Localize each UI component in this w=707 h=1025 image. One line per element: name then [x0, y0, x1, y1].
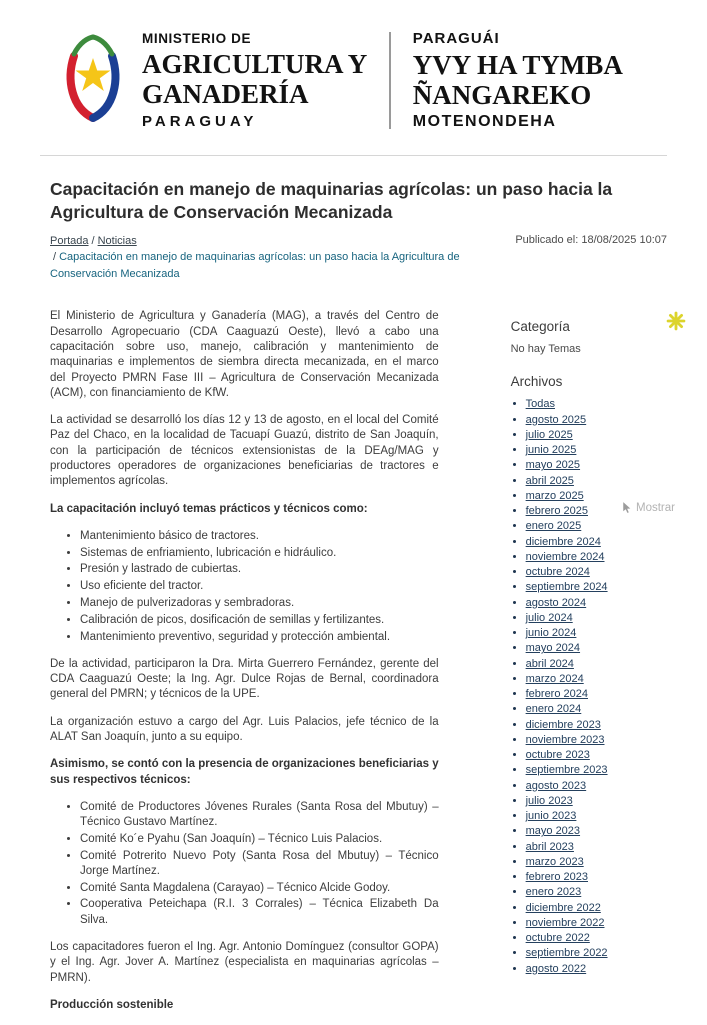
breadcrumb-portada-link[interactable]: Portada: [50, 234, 89, 247]
guarani-line-4: MOTENONDEHA: [412, 113, 557, 131]
archive-link[interactable]: noviembre 2023: [525, 733, 605, 746]
archive-link[interactable]: mayo 2023: [525, 825, 581, 838]
archive-link[interactable]: enero 2023: [525, 886, 582, 899]
org-item: • Comité de Productores Jóvenes Rurales (Santa Rosa del Mbutuy) – Técnico Gustavo Martínez.: [80, 800, 439, 831]
paragraph-intro: El Ministerio de Agricultura y Ganadería (MAG), a través del Centro de Desarrollo Agropecuario (CDA Caaguazú Oeste), llevó a cabo una capacitación sobre uso, manejo, calibración y mantenimiento de maquinarias e implementos de siembra directa mecanizada, en el marco del Proyecto PMRN Fase III – Agricultura de Conservación Mecanizada (ACM), con financiamiento de KfW.: [50, 310, 439, 399]
guarani-wordmark: [413, 30, 623, 131]
archive-item: [526, 841, 667, 855]
archive-item: [526, 703, 667, 717]
mostrar-tooltip: [617, 500, 678, 515]
archive-item: [526, 673, 667, 687]
archive-link[interactable]: junio 2025: [525, 444, 577, 457]
meta-row: [50, 233, 667, 283]
archive-item: [526, 459, 667, 473]
archive-link[interactable]: marzo 2025: [525, 489, 584, 502]
archive-link[interactable]: julio 2023: [525, 794, 573, 807]
accessibility-icon[interactable]: [666, 311, 686, 331]
org-item: • Comité Ko´e Pyahu (San Joaquín) – Técnico Luis Palacios.: [80, 832, 439, 847]
archive-item: [526, 536, 667, 550]
orgs-heading: Asimismo, se contó con la presencia de organizaciones beneficiarias y sus respectivos técnicos:: [50, 758, 439, 786]
archive-link[interactable]: abril 2025: [525, 474, 574, 487]
topic-item: • Presión y lastrado de cubiertas.: [80, 562, 439, 577]
archive-item: [526, 520, 667, 534]
archive-item: [526, 932, 667, 946]
paragraph-trainers: Los capacitadores fueron el Ing. Agr. Antonio Domínguez (consultor GOPA) y el Ing. Agr. Jover A. Martínez (especialista en maquinarias agrícolas – PMRN).: [50, 941, 439, 984]
archive-item: [526, 947, 667, 961]
archive-item: [526, 780, 667, 794]
archive-item: [526, 963, 667, 977]
archive-item: [526, 444, 667, 458]
sidebar: [511, 309, 667, 1025]
archive-link[interactable]: julio 2024: [525, 611, 573, 624]
org-item: • Comité Potrerito Nuevo Poty (Santa Rosa del Mbutuy) – Técnico Jorge Martínez.: [80, 849, 439, 880]
topic-item: • Sistemas de enfriamiento, lubricación e hidráulico.: [80, 546, 439, 561]
topic-item: • Uso eficiente del tractor.: [80, 579, 439, 594]
published-date: Publicado el: 18/08/2025 10:07: [515, 233, 667, 246]
archive-link[interactable]: enero 2024: [525, 703, 582, 716]
ministry-line-1: MINISTERIO DE: [142, 31, 252, 46]
archive-item: [526, 475, 667, 489]
category-heading: Categoría: [510, 319, 570, 335]
archive-link[interactable]: mayo 2024: [525, 642, 581, 655]
topic-item: • Mantenimiento preventivo, seguridad y protección ambiental.: [80, 630, 439, 645]
topics-heading: La capacitación incluyó temas prácticos y técnicos como:: [50, 502, 368, 515]
archive-item: [526, 551, 667, 565]
guarani-line-3: ÑANGAREKO: [412, 80, 592, 111]
ministry-line-4: PARAGUAY: [142, 113, 258, 131]
archive-link[interactable]: abril 2023: [525, 840, 574, 853]
paragraph-activity: La actividad se desarrolló los días 12 y 13 de agosto, en el local del Comité Paz del Chaco, en la localidad de Tacuapí Guazú, distrito de San Joaquín, con la participación de técnicos extensionistas de la DEAg/MAG y productores operadores de organizaciones beneficiarias de tractores e implementos agrícolas.: [50, 414, 439, 488]
breadcrumb-current[interactable]: Capacitación en manejo de maquinarias agrícolas: un paso hacia la Agricultura de Conservación Mecanizada: [50, 251, 460, 280]
breadcrumb: [50, 233, 480, 283]
topic-item: • Calibración de picos, dosificación de semillas y fertilizantes.: [80, 613, 439, 628]
archive-item: [526, 658, 667, 672]
site-header: [0, 0, 707, 143]
archive-link[interactable]: marzo 2024: [525, 672, 584, 685]
archive-link[interactable]: junio 2024: [525, 627, 577, 640]
archive-link[interactable]: octubre 2022: [525, 932, 590, 945]
archive-item: [526, 414, 667, 428]
archive-item: [526, 581, 667, 595]
archive-item: [526, 688, 667, 702]
archive-item: [526, 612, 667, 626]
archive-link[interactable]: octubre 2024: [525, 566, 590, 579]
topic-item: • Manejo de pulverizadoras y sembradoras.: [80, 596, 439, 611]
archive-item: [526, 719, 667, 733]
ministry-line-3: GANADERÍA: [142, 79, 309, 110]
archive-link[interactable]: diciembre 2023: [525, 718, 601, 731]
topics-list: [50, 529, 439, 645]
archive-item: [526, 627, 667, 641]
archive-link[interactable]: diciembre 2022: [525, 901, 601, 914]
breadcrumb-separator: /: [53, 251, 57, 264]
archive-item: [526, 642, 667, 656]
archive-link[interactable]: noviembre 2022: [525, 916, 605, 929]
archive-item: [526, 856, 667, 870]
archives-heading: Archivos: [510, 374, 563, 390]
archive-item: [526, 886, 667, 900]
archive-item: [526, 566, 667, 580]
archive-item: [526, 810, 667, 824]
content-row: [50, 309, 667, 1025]
archive-item: [526, 734, 667, 748]
archive-link[interactable]: agosto 2025: [525, 413, 587, 426]
archive-link[interactable]: marzo 2023: [525, 855, 584, 868]
archive-item: [526, 917, 667, 931]
archive-link[interactable]: agosto 2024: [525, 596, 587, 609]
archive-item: [526, 398, 667, 412]
archives-list: [511, 398, 667, 976]
archive-link[interactable]: abril 2024: [525, 657, 574, 670]
archive-link[interactable]: agosto 2022: [525, 962, 587, 975]
topic-item: • Mantenimiento básico de tractores.: [80, 529, 439, 544]
archive-link[interactable]: agosto 2023: [525, 779, 587, 792]
tooltip-label: Mostrar: [636, 501, 675, 514]
archive-item: [526, 764, 667, 778]
guarani-line-2: YVY HA TYMBA: [412, 50, 623, 80]
breadcrumb-separator: /: [91, 234, 95, 247]
archive-item: [526, 871, 667, 885]
archive-link[interactable]: julio 2025: [525, 428, 573, 441]
page-title: Capacitación en manejo de maquinarias agrícolas: un paso hacia la Agricultura de Conservación Mecanizada: [50, 179, 613, 223]
article-body: [50, 309, 439, 1025]
archive-link[interactable]: junio 2023: [525, 810, 577, 823]
archive-link[interactable]: febrero 2023: [525, 871, 588, 884]
org-item: • Cooperativa Peteichapa (R.I. 3 Corrales) – Técnica Elizabeth Da Silva.: [80, 897, 439, 928]
archive-item: [526, 902, 667, 916]
archive-link[interactable]: septiembre 2023: [525, 764, 608, 777]
paragraph-organizer: La organización estuvo a cargo del Agr. Luis Palacios, jefe técnico de la ALAT San Joaquín, junto a su equipo.: [50, 715, 439, 743]
guarani-line-1: PARAGUÁI: [412, 30, 500, 47]
main-content: [0, 156, 707, 1025]
archive-item: [526, 749, 667, 763]
ministry-line-2: AGRICULTURA Y: [142, 49, 368, 79]
archive-item: [526, 429, 667, 443]
archive-item: [526, 825, 667, 839]
category-empty-text: No hay Temas: [510, 343, 581, 356]
paragraph-participants: De la actividad, participaron la Dra. Mirta Guerrero Fernández, gerente del CDA Caaguazú Oeste; la Ing. Agr. Dulce Rojas de Bernal, coordinadora general del PMRN; y técnicos de la UPE.: [50, 657, 439, 701]
cursor-icon: [620, 501, 633, 514]
archive-link[interactable]: septiembre 2022: [525, 947, 608, 960]
orgs-list: [50, 800, 439, 928]
archive-link[interactable]: septiembre 2024: [525, 581, 608, 594]
archive-link[interactable]: diciembre 2024: [525, 535, 601, 548]
ministry-wordmark: [142, 31, 367, 130]
archive-link[interactable]: enero 2025: [525, 520, 582, 533]
archive-link[interactable]: noviembre 2024: [525, 550, 605, 563]
org-item: • Comité Santa Magdalena (Carayao) – Técnico Alcide Godoy.: [80, 881, 439, 896]
coat-of-arms-logo: [58, 30, 128, 131]
produccion-heading: Producción sostenible: [50, 998, 174, 1011]
archive-link[interactable]: octubre 2023: [525, 749, 590, 762]
archive-link[interactable]: mayo 2025: [525, 459, 581, 472]
archive-link[interactable]: febrero 2025: [525, 505, 588, 518]
archive-link[interactable]: febrero 2024: [525, 688, 588, 701]
archive-link[interactable]: Todas: [525, 398, 555, 411]
archive-item: [526, 597, 667, 611]
header-divider: [389, 32, 391, 129]
breadcrumb-noticias-link[interactable]: Noticias: [97, 234, 137, 247]
archive-item: [526, 795, 667, 809]
